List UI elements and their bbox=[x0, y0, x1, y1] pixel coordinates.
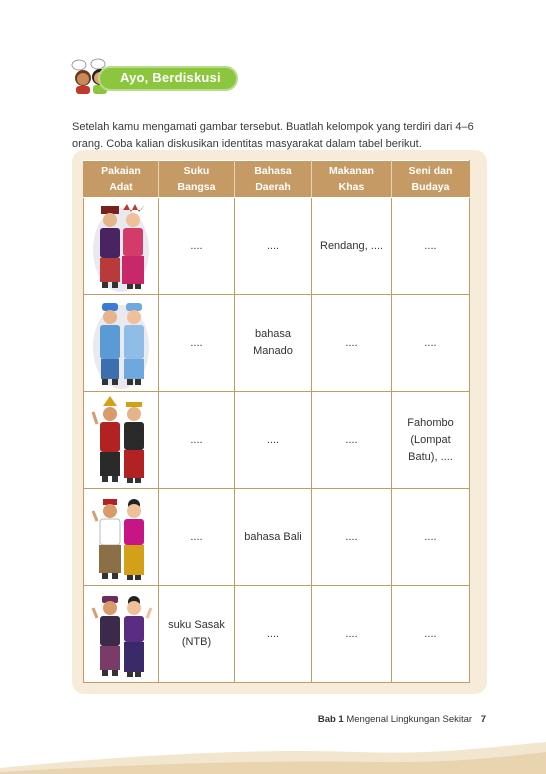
makanan-khas-cell: .... bbox=[312, 295, 392, 392]
chapter-number: Bab 1 bbox=[317, 714, 344, 725]
header-suku-bangsa: Suku Bangsa bbox=[159, 161, 235, 198]
table-row bbox=[84, 392, 470, 489]
table-row bbox=[84, 198, 470, 295]
bahasa-daerah-cell: bahasa Bali bbox=[235, 489, 312, 586]
manado-costume-illustration bbox=[84, 295, 159, 392]
bahasa-daerah-cell: bahasa Manado bbox=[235, 295, 312, 392]
header-bahasa-daerah: Bahasa Daerah bbox=[235, 161, 312, 198]
table-row bbox=[84, 489, 470, 586]
intro-paragraph: Setelah kamu mengamati gambar tersebut. Buatlah kelompok yang terdiri dari 4–6 orang. Coba kalian diskusikan identitas masyarakat dalam tabel berikut. bbox=[72, 121, 474, 150]
bali-costume-illustration bbox=[84, 489, 159, 586]
seni-budaya-cell: .... bbox=[392, 295, 470, 392]
bahasa-daerah-cell: .... bbox=[235, 198, 312, 295]
header-seni-budaya: Seni dan Budaya bbox=[392, 161, 470, 198]
makanan-khas-cell: Rendang, .... bbox=[312, 198, 392, 295]
sasak-costume-illustration bbox=[84, 586, 159, 683]
seni-budaya-cell: .... bbox=[392, 586, 470, 683]
bahasa-daerah-cell: .... bbox=[235, 586, 312, 683]
chapter-title: Mengenal Lingkungan Sekitar bbox=[346, 714, 473, 725]
table-row bbox=[84, 586, 470, 683]
header-makanan-khas: Makanan Khas bbox=[312, 161, 392, 198]
seni-budaya-cell: .... bbox=[392, 198, 470, 295]
suku-bangsa-cell: .... bbox=[159, 295, 235, 392]
bahasa-daerah-cell: .... bbox=[235, 392, 312, 489]
makanan-khas-cell: .... bbox=[312, 586, 392, 683]
seni-budaya-cell: Fahombo (Lompat Batu), .... bbox=[392, 392, 470, 489]
header-pakaian-adat: Pakaian Adat bbox=[84, 161, 159, 198]
section-title: Ayo, Berdiskusi bbox=[120, 70, 221, 85]
suku-bangsa-cell: .... bbox=[159, 489, 235, 586]
seni-budaya-cell: .... bbox=[392, 489, 470, 586]
makanan-khas-cell: .... bbox=[312, 489, 392, 586]
nias-costume-illustration bbox=[84, 392, 159, 489]
page-footer bbox=[318, 714, 486, 725]
minang-costume-illustration bbox=[84, 198, 159, 295]
table-header-row bbox=[84, 161, 470, 198]
suku-bangsa-cell: suku Sasak (NTB) bbox=[159, 586, 235, 683]
identity-table bbox=[83, 160, 470, 683]
suku-bangsa-cell: .... bbox=[159, 392, 235, 489]
suku-bangsa-cell: .... bbox=[159, 198, 235, 295]
table-row bbox=[84, 295, 470, 392]
makanan-khas-cell: .... bbox=[312, 392, 392, 489]
page-number: 7 bbox=[480, 714, 486, 725]
decorative-wave bbox=[0, 738, 546, 774]
section-heading bbox=[68, 58, 240, 94]
